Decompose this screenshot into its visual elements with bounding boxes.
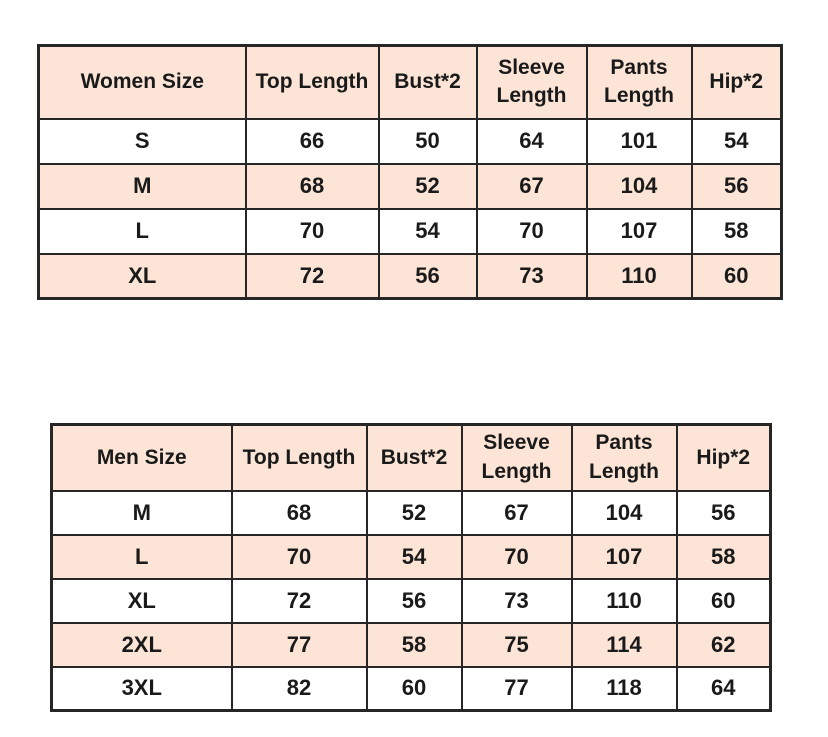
women-header-bust: Bust*2 xyxy=(379,46,477,119)
women-header-hip: Hip*2 xyxy=(692,46,782,119)
value-cell: 62 xyxy=(677,623,771,667)
value-cell: 58 xyxy=(692,209,782,254)
value-cell: 75 xyxy=(462,623,572,667)
table-row-women-l xyxy=(39,209,782,254)
women-header-pants-length: Pants Length xyxy=(587,46,692,119)
size-cell: L xyxy=(52,535,232,579)
value-cell: 70 xyxy=(477,209,587,254)
value-cell: 72 xyxy=(246,254,379,299)
table-row-men-2xl xyxy=(52,623,771,667)
men-size-table xyxy=(50,423,772,712)
value-cell: 72 xyxy=(232,579,367,623)
men-header-hip: Hip*2 xyxy=(677,425,771,491)
value-cell: 58 xyxy=(367,623,462,667)
value-cell: 58 xyxy=(677,535,771,579)
size-cell: 3XL xyxy=(52,667,232,711)
value-cell: 64 xyxy=(477,119,587,164)
value-cell: 66 xyxy=(246,119,379,164)
men-header-row xyxy=(52,425,771,491)
size-cell: M xyxy=(39,164,246,209)
size-cell: XL xyxy=(52,579,232,623)
men-header-size: Men Size xyxy=(52,425,232,491)
value-cell: 118 xyxy=(572,667,677,711)
value-cell: 73 xyxy=(477,254,587,299)
size-cell: 2XL xyxy=(52,623,232,667)
table-row-men-m xyxy=(52,491,771,535)
women-header-sleeve-length: Sleeve Length xyxy=(477,46,587,119)
value-cell: 56 xyxy=(677,491,771,535)
value-cell: 110 xyxy=(572,579,677,623)
value-cell: 107 xyxy=(587,209,692,254)
size-cell: XL xyxy=(39,254,246,299)
table-row-men-xl xyxy=(52,579,771,623)
value-cell: 68 xyxy=(246,164,379,209)
value-cell: 64 xyxy=(677,667,771,711)
value-cell: 56 xyxy=(692,164,782,209)
size-cell: M xyxy=(52,491,232,535)
table-row-men-l xyxy=(52,535,771,579)
table-row-men-3xl xyxy=(52,667,771,711)
value-cell: 56 xyxy=(367,579,462,623)
value-cell: 60 xyxy=(677,579,771,623)
value-cell: 52 xyxy=(379,164,477,209)
table-row-women-xl xyxy=(39,254,782,299)
value-cell: 101 xyxy=(587,119,692,164)
men-header-pants-length: Pants Length xyxy=(572,425,677,491)
women-header-top-length: Top Length xyxy=(246,46,379,119)
value-cell: 50 xyxy=(379,119,477,164)
value-cell: 114 xyxy=(572,623,677,667)
men-header-sleeve-length: Sleeve Length xyxy=(462,425,572,491)
value-cell: 82 xyxy=(232,667,367,711)
value-cell: 104 xyxy=(587,164,692,209)
women-header-size: Women Size xyxy=(39,46,246,119)
women-size-table xyxy=(37,44,783,300)
value-cell: 54 xyxy=(692,119,782,164)
value-cell: 67 xyxy=(462,491,572,535)
value-cell: 70 xyxy=(462,535,572,579)
table-row-women-s xyxy=(39,119,782,164)
men-header-top-length: Top Length xyxy=(232,425,367,491)
size-cell: S xyxy=(39,119,246,164)
value-cell: 67 xyxy=(477,164,587,209)
value-cell: 52 xyxy=(367,491,462,535)
table-row-women-m xyxy=(39,164,782,209)
value-cell: 68 xyxy=(232,491,367,535)
value-cell: 70 xyxy=(246,209,379,254)
men-header-bust: Bust*2 xyxy=(367,425,462,491)
value-cell: 60 xyxy=(367,667,462,711)
value-cell: 60 xyxy=(692,254,782,299)
value-cell: 56 xyxy=(379,254,477,299)
value-cell: 54 xyxy=(379,209,477,254)
value-cell: 54 xyxy=(367,535,462,579)
value-cell: 70 xyxy=(232,535,367,579)
value-cell: 104 xyxy=(572,491,677,535)
value-cell: 107 xyxy=(572,535,677,579)
value-cell: 73 xyxy=(462,579,572,623)
value-cell: 77 xyxy=(462,667,572,711)
size-cell: L xyxy=(39,209,246,254)
value-cell: 77 xyxy=(232,623,367,667)
value-cell: 110 xyxy=(587,254,692,299)
women-header-row xyxy=(39,46,782,119)
